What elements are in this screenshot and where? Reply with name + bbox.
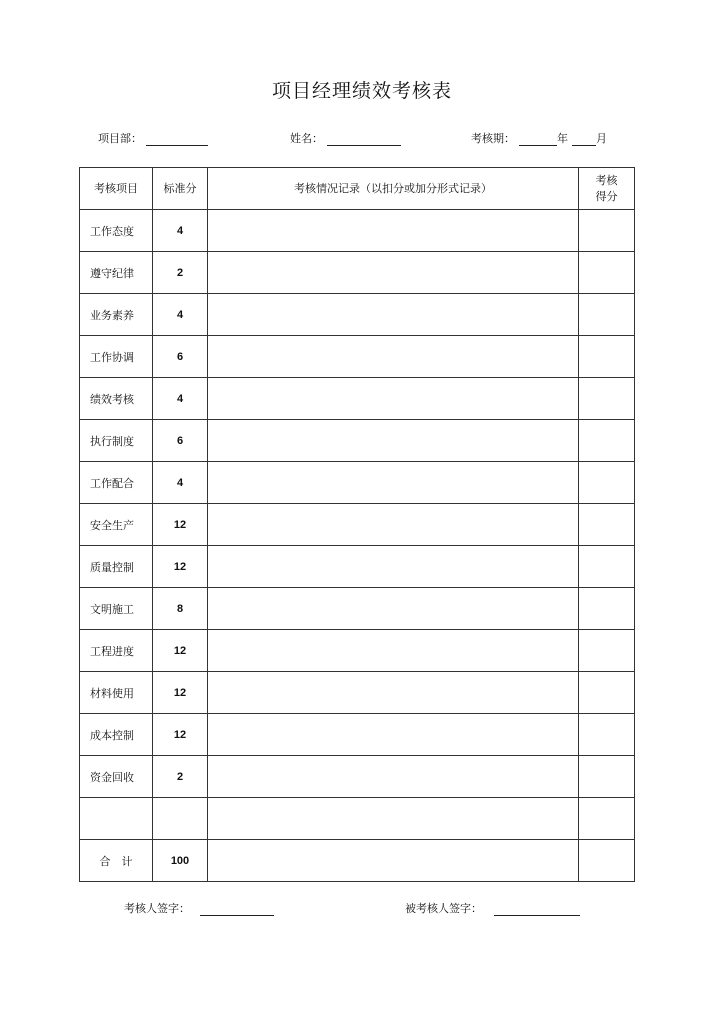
table-row (80, 378, 635, 420)
table-row (80, 630, 635, 672)
row-standard: 4 (153, 294, 208, 336)
dept-label: 项目部： (98, 132, 142, 145)
total-record-cell[interactable] (208, 840, 579, 882)
table-row (80, 336, 635, 378)
row-standard: 12 (153, 504, 208, 546)
dept-field[interactable] (98, 130, 208, 146)
row-record-cell[interactable] (208, 672, 579, 714)
name-blank[interactable] (327, 133, 401, 146)
row-record-cell[interactable] (208, 546, 579, 588)
row-standard: 8 (153, 588, 208, 630)
table-row (80, 798, 635, 840)
row-item: 质量控制 (80, 546, 153, 588)
row-standard: 4 (153, 462, 208, 504)
row-item (80, 798, 153, 840)
row-standard: 4 (153, 378, 208, 420)
row-item: 工作配合 (80, 462, 153, 504)
row-item: 资金回收 (80, 756, 153, 798)
row-standard: 12 (153, 714, 208, 756)
row-item: 遵守纪律 (80, 252, 153, 294)
row-standard: 12 (153, 546, 208, 588)
header-record: 考核情况记录（以扣分或加分形式记录） (208, 168, 579, 210)
row-score-cell[interactable] (579, 210, 635, 252)
row-score-cell[interactable] (579, 546, 635, 588)
row-standard: 4 (153, 210, 208, 252)
table-row (80, 294, 635, 336)
row-record-cell[interactable] (208, 378, 579, 420)
row-standard: 6 (153, 420, 208, 462)
row-record-cell[interactable] (208, 294, 579, 336)
year-label: 年 (557, 132, 568, 145)
total-score-cell[interactable] (579, 840, 635, 882)
assessee-label: 被考核人签字： (405, 902, 482, 915)
row-item: 工作态度 (80, 210, 153, 252)
assessee-signature[interactable] (405, 900, 580, 916)
row-standard (153, 798, 208, 840)
row-score-cell[interactable] (579, 420, 635, 462)
assessment-table (79, 167, 635, 882)
month-label: 月 (596, 132, 607, 145)
month-blank[interactable] (572, 133, 596, 146)
row-standard: 6 (153, 336, 208, 378)
table-row (80, 714, 635, 756)
row-item: 工作协调 (80, 336, 153, 378)
row-record-cell[interactable] (208, 630, 579, 672)
row-score-cell[interactable] (579, 462, 635, 504)
row-score-cell[interactable] (579, 336, 635, 378)
row-score-cell[interactable] (579, 798, 635, 840)
table-row (80, 588, 635, 630)
row-item: 成本控制 (80, 714, 153, 756)
row-item: 执行制度 (80, 420, 153, 462)
table-header-row (80, 168, 635, 210)
row-score-cell[interactable] (579, 294, 635, 336)
assessor-label: 考核人签字： (124, 902, 190, 915)
row-record-cell[interactable] (208, 756, 579, 798)
table-row (80, 672, 635, 714)
period-field[interactable] (471, 130, 607, 146)
row-record-cell[interactable] (208, 462, 579, 504)
row-score-cell[interactable] (579, 378, 635, 420)
row-score-cell[interactable] (579, 672, 635, 714)
total-label: 合 计 (80, 840, 153, 882)
table-row (80, 420, 635, 462)
assessor-signature[interactable] (124, 900, 274, 916)
row-score-cell[interactable] (579, 630, 635, 672)
header-item: 考核项目 (80, 168, 153, 210)
assessee-blank[interactable] (494, 903, 580, 916)
row-item: 绩效考核 (80, 378, 153, 420)
row-item: 文明施工 (80, 588, 153, 630)
row-record-cell[interactable] (208, 420, 579, 462)
total-row (80, 840, 635, 882)
row-item: 工程进度 (80, 630, 153, 672)
table-row (80, 756, 635, 798)
row-standard: 2 (153, 756, 208, 798)
name-label: 姓名： (290, 132, 323, 145)
row-item: 业务素养 (80, 294, 153, 336)
row-record-cell[interactable] (208, 504, 579, 546)
table-row (80, 252, 635, 294)
table-row (80, 546, 635, 588)
row-record-cell[interactable] (208, 210, 579, 252)
name-field[interactable] (290, 130, 401, 146)
period-label: 考核期： (471, 132, 515, 145)
row-score-cell[interactable] (579, 252, 635, 294)
row-record-cell[interactable] (208, 252, 579, 294)
row-score-cell[interactable] (579, 588, 635, 630)
row-item: 安全生产 (80, 504, 153, 546)
row-standard: 12 (153, 672, 208, 714)
assessor-blank[interactable] (200, 903, 274, 916)
table-row (80, 462, 635, 504)
row-standard: 12 (153, 630, 208, 672)
row-record-cell[interactable] (208, 588, 579, 630)
row-score-cell[interactable] (579, 714, 635, 756)
row-standard: 2 (153, 252, 208, 294)
header-standard: 标准分 (153, 168, 208, 210)
row-item: 材料使用 (80, 672, 153, 714)
dept-blank[interactable] (146, 133, 208, 146)
total-standard: 100 (153, 840, 208, 882)
row-score-cell[interactable] (579, 504, 635, 546)
header-score: 考核 得分 (579, 168, 635, 210)
table-row (80, 504, 635, 546)
year-blank[interactable] (519, 133, 557, 146)
row-score-cell[interactable] (579, 756, 635, 798)
row-record-cell[interactable] (208, 798, 579, 840)
table-row (80, 210, 635, 252)
row-record-cell[interactable] (208, 336, 579, 378)
row-record-cell[interactable] (208, 714, 579, 756)
page-title: 项目经理绩效考核表 (271, 80, 452, 102)
